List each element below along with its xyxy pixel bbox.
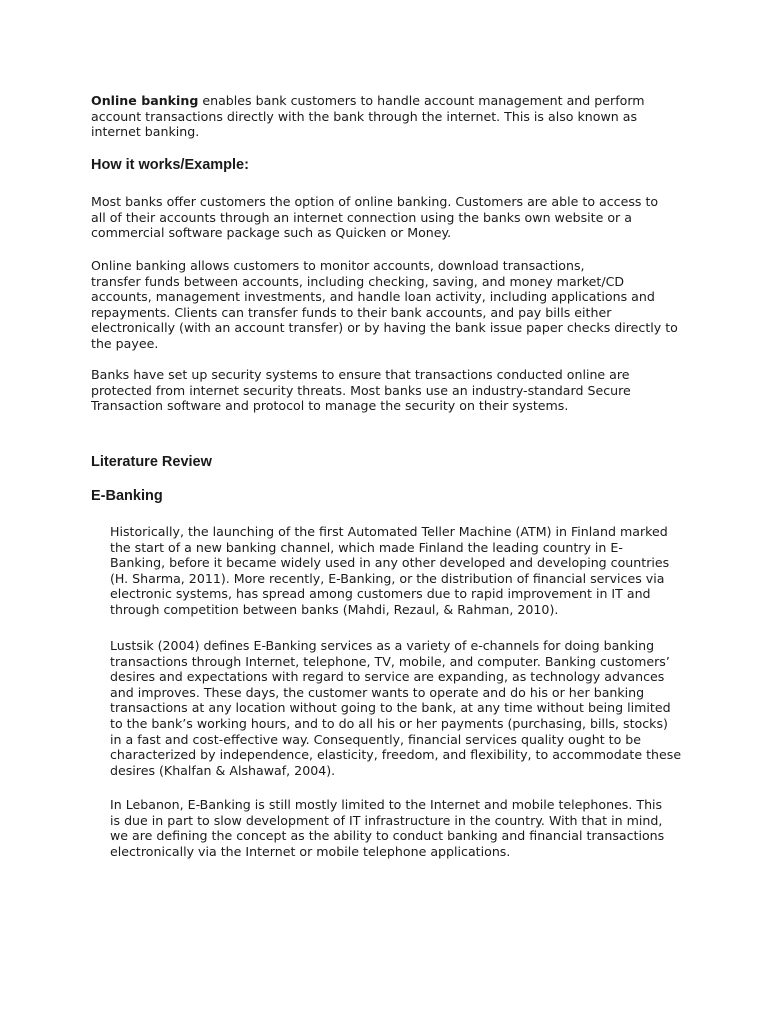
paragraph-line: transactions at any location without going to the bank, at any time without being limited xyxy=(110,700,671,716)
paragraph-line: Transaction software and protocol to manage the security on their systems. xyxy=(91,398,569,414)
paragraph-line: transfer funds between accounts, including checking, saving, and money market/CD xyxy=(91,273,625,289)
intro-line-1 xyxy=(91,93,691,109)
paragraph-line: commercial software package such as Quicken or Money. xyxy=(91,225,452,241)
paragraph-line: protected from internet security threats. Most banks use an industry-standard Secure xyxy=(91,382,631,398)
paragraph-line: in a fast and cost-effective way. Consequently, financial services quality ought to be xyxy=(110,731,642,747)
paragraph-line: accounts, management investments, and handle loan activity, including applications and xyxy=(91,289,655,305)
paragraph-line: Lustsik (2004) defines E-Banking services as a variety of e-channels for doing banking xyxy=(110,638,655,653)
paragraph-line: Most banks offer customers the option of online banking. Customers are able to access to xyxy=(91,194,659,209)
paragraph-line: and improves. These days, the customer wants to operate and do his or her banking xyxy=(110,684,645,700)
paragraph-line: the start of a new banking channel, which made Finland the leading country in E- xyxy=(110,539,623,555)
paragraph-line: is due in part to slow development of IT infrastructure in the country. With that in mind, xyxy=(110,812,663,828)
literature-paragraph-definition xyxy=(110,638,690,778)
paragraph-line: electronic systems, has spread among customers due to rapid improvement in IT and xyxy=(110,586,651,602)
e-banking-heading: E-Banking xyxy=(91,488,163,504)
paragraph-line: electronically (with an account transfer) or by having the bank issue paper checks directly to xyxy=(91,320,678,336)
paragraph-line: to the bank’s working hours, and to do all his or her payments (purchasing, bills, stocks) xyxy=(110,715,668,731)
how-it-works-heading: How it works/Example: xyxy=(91,157,249,173)
paragraph-line: desires and expectations with regard to service are expanding, as technology advances xyxy=(110,669,665,685)
intro-lead: Online banking xyxy=(91,93,199,108)
paragraph-line: repayments. Clients can transfer funds to their bank accounts, and pay bills either xyxy=(91,304,612,320)
paragraph-line: (H. Sharma, 2011). More recently, E-Banking, or the distribution of financial services via xyxy=(110,570,665,586)
paragraph-line: through competition between banks (Mahdi, Rezaul, & Rahman, 2010). xyxy=(110,601,559,617)
literature-review-heading: Literature Review xyxy=(91,454,212,470)
paragraph-security xyxy=(91,367,691,414)
literature-paragraph-lebanon xyxy=(110,797,690,859)
paragraph-line: electronically via the Internet or mobile telephone applications. xyxy=(110,843,511,859)
paragraph-line: Historically, the launching of the first Automated Teller Machine (ATM) in Finland marked xyxy=(110,524,668,539)
paragraph-line: desires (Khalfan & Alshawaf, 2004). xyxy=(110,762,336,778)
paragraph-line: characterized by independence, elasticity, freedom, and flexibility, to accommodate these xyxy=(110,747,682,763)
paragraph-line: we are defining the concept as the ability to conduct banking and financial transactions xyxy=(110,828,665,844)
paragraph-line: the payee. xyxy=(91,335,159,351)
paragraph-line: Banks have set up security systems to ensure that transactions conducted online are xyxy=(91,367,630,382)
intro-line-1-text: enables bank customers to handle account management and perform xyxy=(198,93,645,108)
literature-paragraph-history xyxy=(110,524,690,618)
intro-line-2: account transactions directly with the bank through the internet. This is also known as xyxy=(91,108,638,124)
paragraph-line: all of their accounts through an internet connection using the banks own website or a xyxy=(91,209,632,225)
intro-paragraph xyxy=(91,93,691,140)
paragraph-line: Online banking allows customers to monitor accounts, download transactions, xyxy=(91,258,585,273)
paragraph-line: In Lebanon, E-Banking is still mostly limited to the Internet and mobile telephones. This xyxy=(110,797,663,812)
intro-line-3: internet banking. xyxy=(91,124,200,140)
paragraph-line: transactions through Internet, telephone, TV, mobile, and computer. Banking customers’ xyxy=(110,653,670,669)
paragraph-line: Banking, before it became widely used in any other developed and developing countries xyxy=(110,555,670,571)
paragraph-online-features xyxy=(91,258,691,352)
paragraph-online-options xyxy=(91,194,691,241)
